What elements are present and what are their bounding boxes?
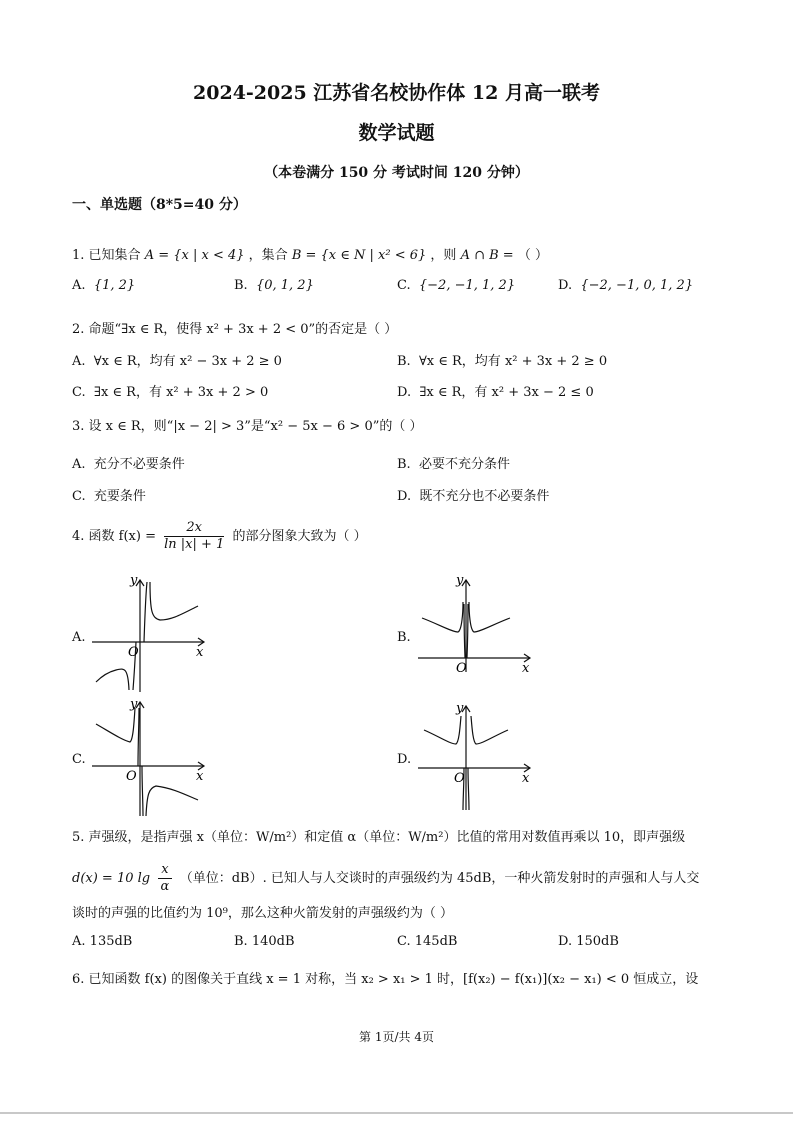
q1-expr: A ∩ B =	[460, 248, 514, 263]
q2-option-b: B. ∀x ∈ R，均有 x² + 3x + 2 ≥ 0	[397, 354, 608, 369]
q1-option-c: C. {−2, −1, 1, 2}	[397, 278, 516, 293]
q3-option-b: B. 必要不充分条件	[397, 457, 510, 472]
q5-formula-left: d(x) = 10 lg	[72, 871, 151, 886]
question-1-stem	[72, 244, 548, 263]
y-label: y	[456, 701, 464, 716]
origin-label: O	[456, 661, 467, 676]
q5-option-c: C. 145dB	[397, 934, 458, 949]
exam-title: 2024-2025 江苏省名校协作体 12 月高一联考	[193, 82, 600, 104]
q4-option-b-label: B.	[397, 630, 411, 645]
q1-paren: （ ）	[517, 248, 548, 263]
q5-formula-fraction	[158, 862, 171, 895]
q5-option-d: D. 150dB	[558, 934, 619, 949]
q1-suffix: ，则	[430, 248, 457, 263]
q1-option-b: B. {0, 1, 2}	[234, 278, 314, 293]
q3-option-d: D. 既不充分也不必要条件	[397, 489, 550, 504]
origin-label: O	[126, 769, 137, 784]
y-label: y	[456, 573, 464, 588]
q4-option-a-label: A.	[72, 630, 86, 645]
curve-center-left	[464, 604, 465, 658]
q5-formula-num: x	[158, 862, 171, 879]
origin-label: O	[128, 645, 139, 660]
q3-option-a: A. 充分不必要条件	[72, 457, 185, 472]
x-label: x	[196, 769, 204, 784]
q1-option-d: D. {−2, −1, 0, 1, 2}	[558, 278, 694, 293]
curve-center-right-down	[468, 768, 469, 810]
curve-center-up	[138, 708, 139, 766]
q2-option-d: D. ∃x ∈ R，有 x² + 3x − 2 ≤ 0	[397, 385, 594, 400]
curve-left-branch	[422, 602, 463, 632]
q4-graph-c	[92, 694, 212, 818]
q4-graph-b	[418, 572, 538, 682]
q3-option-c: C. 充要条件	[72, 489, 146, 504]
q4-option-c-label: C.	[72, 752, 86, 767]
x-label: x	[522, 771, 530, 786]
q4-prefix: 4. 函数 f(x) =	[72, 529, 156, 544]
q1-option-a: A. {1, 2}	[72, 278, 136, 293]
curve-center-down	[142, 766, 143, 816]
q5-formula-den: α	[160, 879, 170, 894]
curve-right-branch	[471, 716, 508, 744]
question-3-stem: 3. 设 x ∈ R，则“|x − 2| > 3”是“x² − 5x − 6 > 0”的（ ）	[72, 419, 423, 434]
q4-fraction	[164, 520, 224, 553]
page-footer: 第 1页/共 4页	[359, 1030, 434, 1044]
question-6-stem: 6. 已知函数 f(x) 的图像关于直线 x = 1 对称，当 x₂ > x₁ > 1 时，[f(x₂) − f(x₁)](x₂ − x₁) < 0 恒成立，设	[72, 972, 699, 987]
q5-line2-rest: （单位：dB）. 已知人与人交谈时的声强级约为 45dB，一种火箭发射时的声强和人与人交	[179, 871, 700, 886]
q1-set-a: A = {x | x < 4}	[144, 248, 245, 263]
curve-center-up	[144, 582, 147, 642]
q1-prefix: 1. 已知集合	[72, 248, 141, 263]
q4-option-d-label: D.	[397, 752, 412, 767]
q2-option-c: C. ∃x ∈ R，有 x² + 3x + 2 > 0	[72, 385, 269, 400]
section-heading: 一、单选题（8*5=40 分）	[72, 197, 247, 213]
curve-lower-right	[146, 786, 198, 816]
q1-set-b: B = {x ∈ N | x² < 6}	[291, 248, 427, 263]
q5-option-a: A. 135dB	[72, 934, 133, 949]
q4-denominator: ln |x| + 1	[164, 537, 225, 552]
curve-right-branch	[469, 602, 510, 632]
x-label: x	[196, 645, 204, 660]
question-5-line1: 5. 声强级，是指声强 x（单位：W/m²）和定值 α（单位：W/m²）比值的常用对数值再乘以 10，即声强级	[72, 830, 686, 845]
origin-label: O	[454, 771, 465, 786]
curve-lower-left	[96, 669, 129, 690]
question-5-line2	[72, 862, 699, 895]
q4-graph-a	[92, 572, 212, 694]
q2-option-a: A. ∀x ∈ R，均有 x² − 3x + 2 ≥ 0	[72, 354, 282, 369]
question-2-stem: 2. 命题“∃x ∈ R，使得 x² + 3x + 2 < 0”的否定是（ ）	[72, 322, 398, 337]
subject-title: 数学试题	[358, 122, 435, 144]
y-label: y	[130, 697, 138, 712]
x-label: x	[522, 661, 530, 676]
question-4-stem	[72, 520, 367, 553]
q4-numerator: 2x	[164, 520, 224, 537]
q4-suffix: 的部分图象大致为（ ）	[232, 529, 367, 544]
q5-option-b: B. 140dB	[234, 934, 295, 949]
y-label: y	[130, 573, 138, 588]
curve-upper-right	[150, 582, 198, 620]
curve-upper-left	[96, 708, 135, 742]
curve-left-branch	[424, 716, 461, 744]
q4-graph-d	[418, 700, 538, 812]
exam-note: （本卷满分 150 分 考试时间 120 分钟）	[264, 165, 529, 181]
curve-center-right	[467, 604, 468, 658]
question-5-line3: 谈时的声强的比值约为 10⁹，那么这种火箭发射的声强级约为（ ）	[72, 906, 454, 921]
q1-mid: ，集合	[248, 248, 288, 263]
bottom-divider	[0, 1112, 793, 1114]
